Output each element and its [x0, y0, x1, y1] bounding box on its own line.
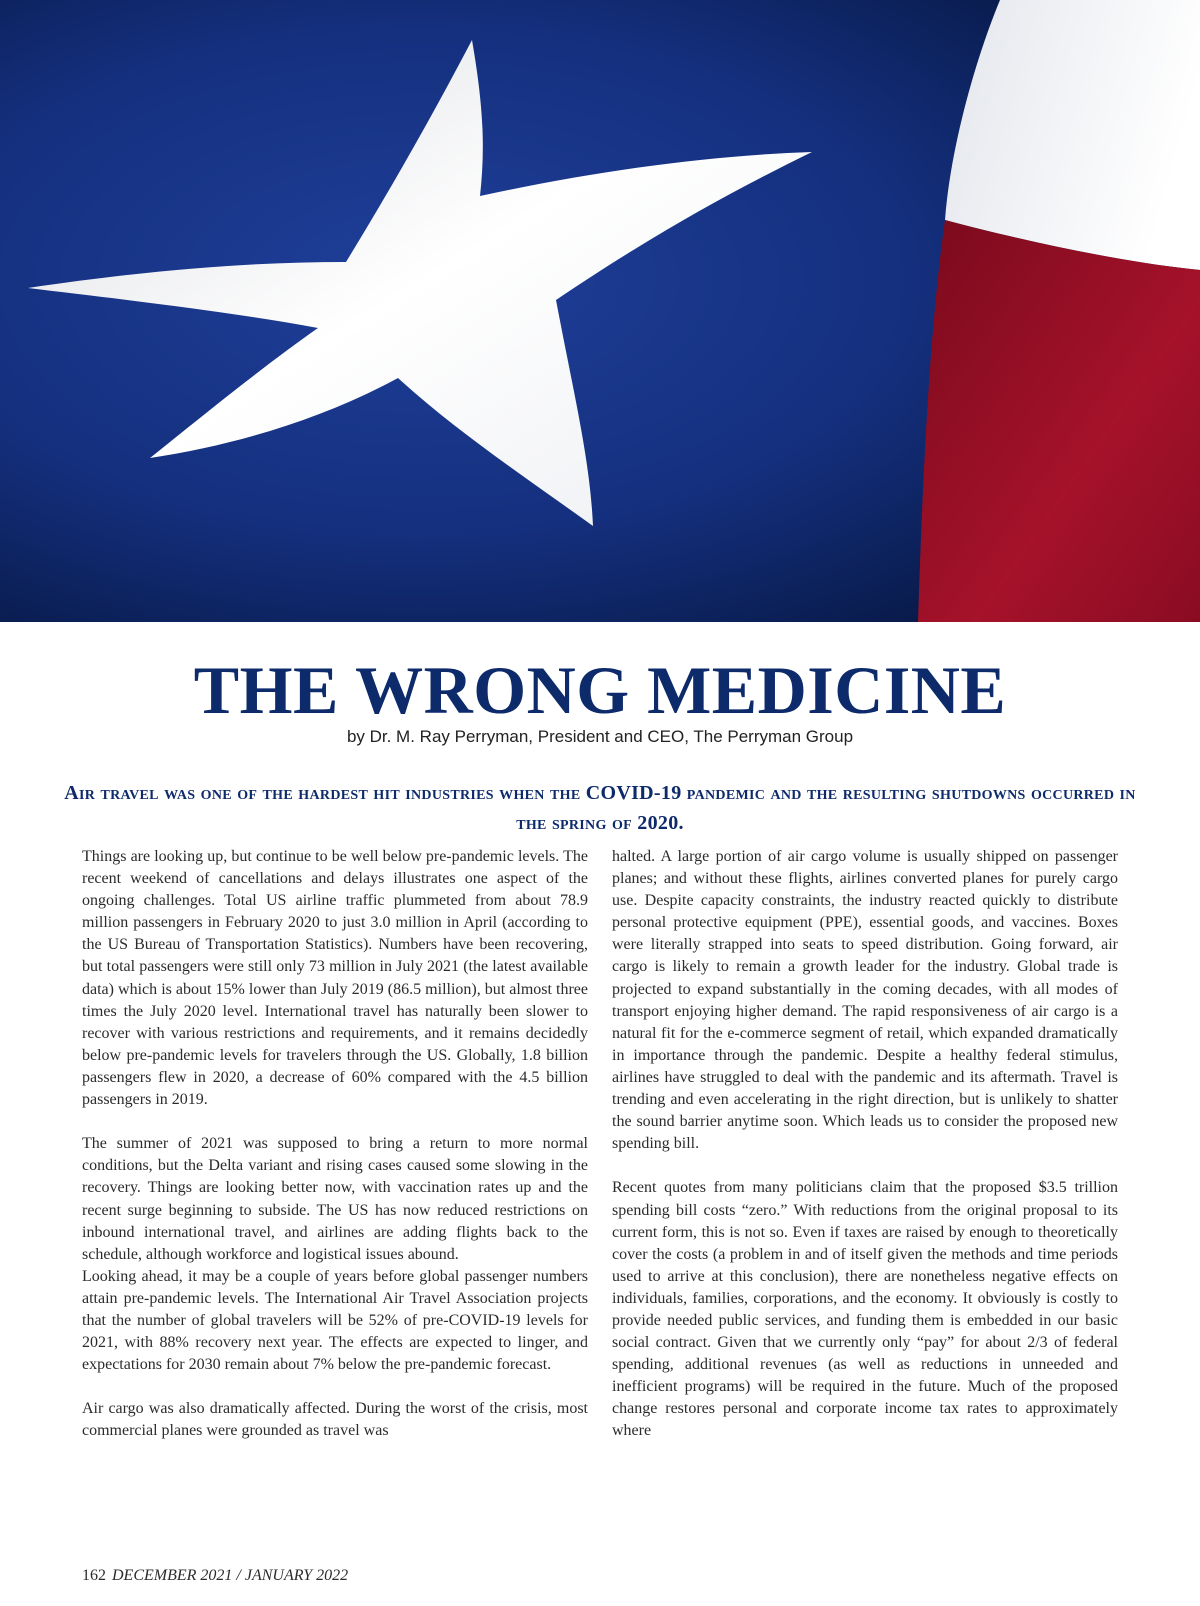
article-column-right: [612, 846, 1118, 1443]
body-paragraph: Looking ahead, it may be a couple of years before global passenger numbers attain pre-pandemic levels. The International Air Travel Association projects that the number of global travelers will be 52% of pre-COVID-19 levels for 2021, with 88% recovery next year. The effects are expected to linger, and expectations for 2030 remain about 7% below the pre-pandemic forecast.: [82, 1267, 588, 1374]
article-byline: by Dr. M. Ray Perryman, President and CEO, The Perryman Group: [346, 727, 854, 746]
page-footer: [82, 1566, 348, 1586]
article-title: THE WRONG MEDICINE: [193, 652, 1007, 728]
body-paragraph: halted. A large portion of air cargo volume is usually shipped on passenger planes; and without these flights, airlines converted planes for purely cargo use. Despite capacity constraints, the industry reacted quickly to distribute personal protective equipment (PPE), essential goods, and vaccines. Boxes were literally strapped into seats to speed distribution. Going forward, air cargo is likely to remain a growth leader for the industry. Global trade is projected to expand substantially in the coming decades, with all modes of transport enjoying higher demand. The rapid responsiveness of air cargo is a natural fit for the e-commerce segment of retail, which expanded dramatically in importance through the pandemic. Despite a healthy federal stimulus, airlines have struggled to deal with the pandemic and its aftermath. Travel is trending and even accelerating in the right direction, but is unlikely to shatter the sound barrier anytime soon. Which leads us to consider the proposed new spending bill.: [612, 848, 1118, 1153]
body-paragraph: Air cargo was also dramatically affected. During the worst of the crisis, most commercial planes were grounded as travel was: [82, 1400, 588, 1440]
issue-date: DECEMBER 2021 / JANUARY 2022: [112, 1567, 349, 1584]
body-paragraph: Recent quotes from many politicians claim that the proposed $3.5 trillion spending bill costs “zero.” With reductions from the original proposal to its current form, this is not so. Even if taxes are raised by enough to theoretically cover the costs (a problem in and of itself given the methods and time periods used to arrive at this conclusion), there are nonetheless negative effects on individuals, families, corporations, and the economy. It obviously is costly to provide needed public services, and funding them is embedded in our basic social contract. Given that we currently only “pay” for about 2/3 of federal spending, additional revenues (as well as reductions in unneeded and inefficient programs) will be required in the future. Much of the proposed change restores personal and corporate income tax rates to approximately where: [612, 1179, 1118, 1440]
texas-flag-hero-image: [0, 0, 1200, 622]
page-number: 162: [82, 1567, 106, 1584]
article-column-left: [82, 846, 588, 1443]
article-deck: Air travel was one of the hardest hit industries when the COVID-19 pandemic and the resulting shutdowns occurred in the spring of 2020.: [64, 782, 1136, 834]
body-paragraph: Things are looking up, but continue to be well below pre-pandemic levels. The recent weekend of cancellations and delays illustrates one aspect of the ongoing challenges. Total US airline traffic plummeted from about 78.9 million passengers in February 2020 to just 3.0 million in April (according to the US Bureau of Transportation Statistics). Numbers have been recovering, but total passengers were still only 73 million in July 2021 (the latest available data) which is about 15% lower than July 2019 (86.5 million), but almost three times the July 2020 level. International travel has naturally been slower to recover with various restrictions and requirements, and it remains decidedly below pre-pandemic levels for travelers through the US. Globally, 1.8 billion passengers flew in 2020, a decrease of 60% compared with the 4.5 billion passengers in 2019.: [82, 848, 588, 1109]
body-paragraph: The summer of 2021 was supposed to bring a return to more normal conditions, but the Delta variant and rising cases caused some slowing in the recovery. Things are looking better now, with vaccination rates up and the recent surge beginning to subside. The US has now reduced restrictions on inbound international travel, and airlines are adding flights back to the schedule, although workforce and logistical issues abound.: [82, 1135, 588, 1263]
